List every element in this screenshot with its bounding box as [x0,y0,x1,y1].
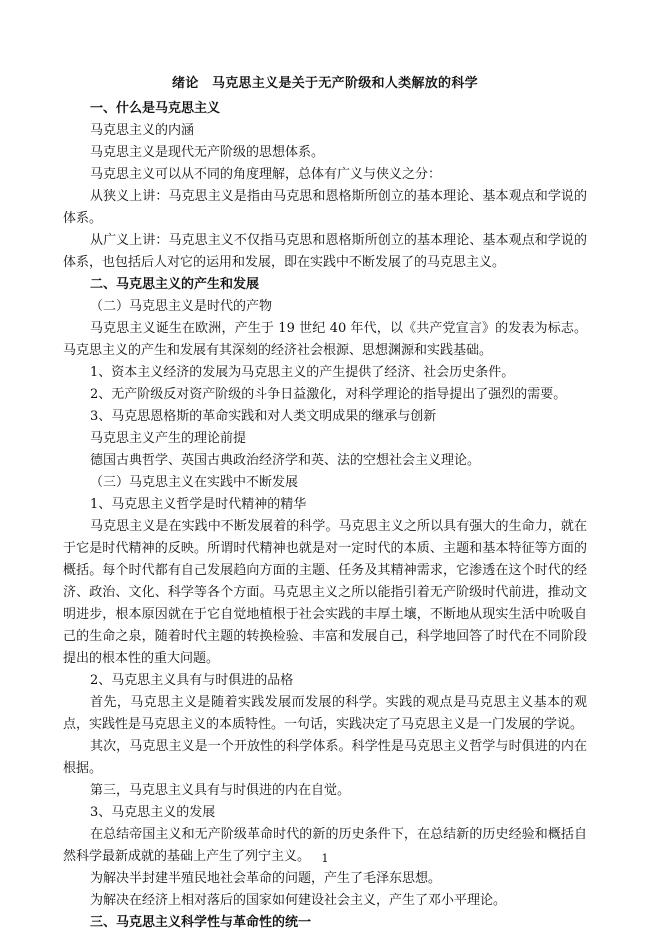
paragraph: 2、无产阶级反对资产阶级的斗争日益激化，对科学理论的指导提出了强烈的需要。 [90,387,567,402]
paragraph: 从狭义上讲：马克思主义是指由马克思和恩格斯所创立的基本理论、基本观点和学说的体系。 [63,189,587,226]
paragraph: （三）马克思主义在实践中不断发展 [90,475,299,490]
paragraph: 马克思主义的内涵 [90,123,195,138]
paragraph: 为解决在经济上相对落后的国家如何建设社会主义，产生了邓小平理论。 [90,893,507,908]
paragraph: 2、马克思主义具有与时俱进的品格 [90,673,294,688]
paragraph: 1、马克思主义哲学是时代精神的精华 [90,497,307,512]
page-number: 1 [321,852,329,865]
paragraph: 马克思主义是现代无产阶级的思想体系。 [90,145,325,160]
paragraph: 1、资本主义经济的发展为马克思主义的产生提供了经济、社会历史条件。 [90,365,515,380]
paragraph: 马克思主义是在实践中不断发展着的科学。马克思主义之所以具有强大的生命力，就在于它是时代精神的反映。所谓时代精神也就是对一定时代的本质、主题和基本特征等方面的概括。每个时代都有自己发展趋向方面的主题、任务及其精神需求，它渗透在这个时代的经济、政治、文化、科学等各个方面。马克思主义之所以能指引着无产阶级时代前进，推动文明进步，根本原因就在于它自觉地植根于社会实践的丰厚土壤，不断地从现实生活中吮吸自己的生命之泉，随着时代主题的转换检验、丰富和发展自己，科学地回答了时代在不同阶段提出的根本性的重大问题。 [63,519,587,666]
document-body [63,98,587,934]
paragraph: 3、马克思主义的发展 [90,805,216,820]
section-heading: 二、马克思主义的产生和发展 [90,277,260,292]
paragraph: 第三，马克思主义具有与时俱进的内在自觉。 [90,783,351,798]
section-heading: 一、什么是马克思主义 [90,101,221,116]
paragraph: 其次，马克思主义是一个开放性的科学体系。科学性是马克思主义哲学与时俱进的内在根据。 [63,739,587,776]
paragraph: 马克思主义产生的理论前提 [90,431,247,446]
paragraph: 首先，马克思主义是随着实践发展而发展的科学。实践的观点是马克思主义基本的观点，实践性是马克思主义的本质特性。一句话，实践决定了马克思主义是一门发展的学说。 [63,695,587,732]
paragraph: 从广义上讲：马克思主义不仅指马克思和恩格斯所创立的基本理论、基本观点和学说的体系，也包括后人对它的运用和发展，即在实践中不断发展了的马克思主义。 [63,233,587,270]
paragraph: 马克思主义可以从不同的角度理解，总体有广义与侠义之分： [90,167,442,182]
paragraph: 为解决半封建半殖民地社会革命的问题，产生了毛泽东思想。 [90,871,442,886]
paragraph: 在总结帝国主义和无产阶级革命时代的新的历史条件下，在总结新的历史经验和概括自然科学最新成就的基础上产生了列宁主义。 [63,827,587,864]
paragraph: 3、马克思恩格斯的革命实践和对人类文明成果的继承与创新 [90,409,437,424]
paragraph: （二）马克思主义是时代的产物 [90,299,273,314]
document-title: 绪论 马克思主义是关于无产阶级和人类解放的科学 [172,76,478,91]
paragraph: 德国古典哲学、英国古典政治经济学和英、法的空想社会主义理论。 [90,453,481,468]
paragraph: 马克思主义诞生在欧洲，产生于 19 世纪 40 年代，以《共产党宣言》的发表为标志。马克思主义的产生和发展有其深刻的经济社会根源、思想渊源和实践基础。 [63,321,587,358]
section-heading: 三、马克思主义科学性与革命性的统一 [90,915,312,930]
